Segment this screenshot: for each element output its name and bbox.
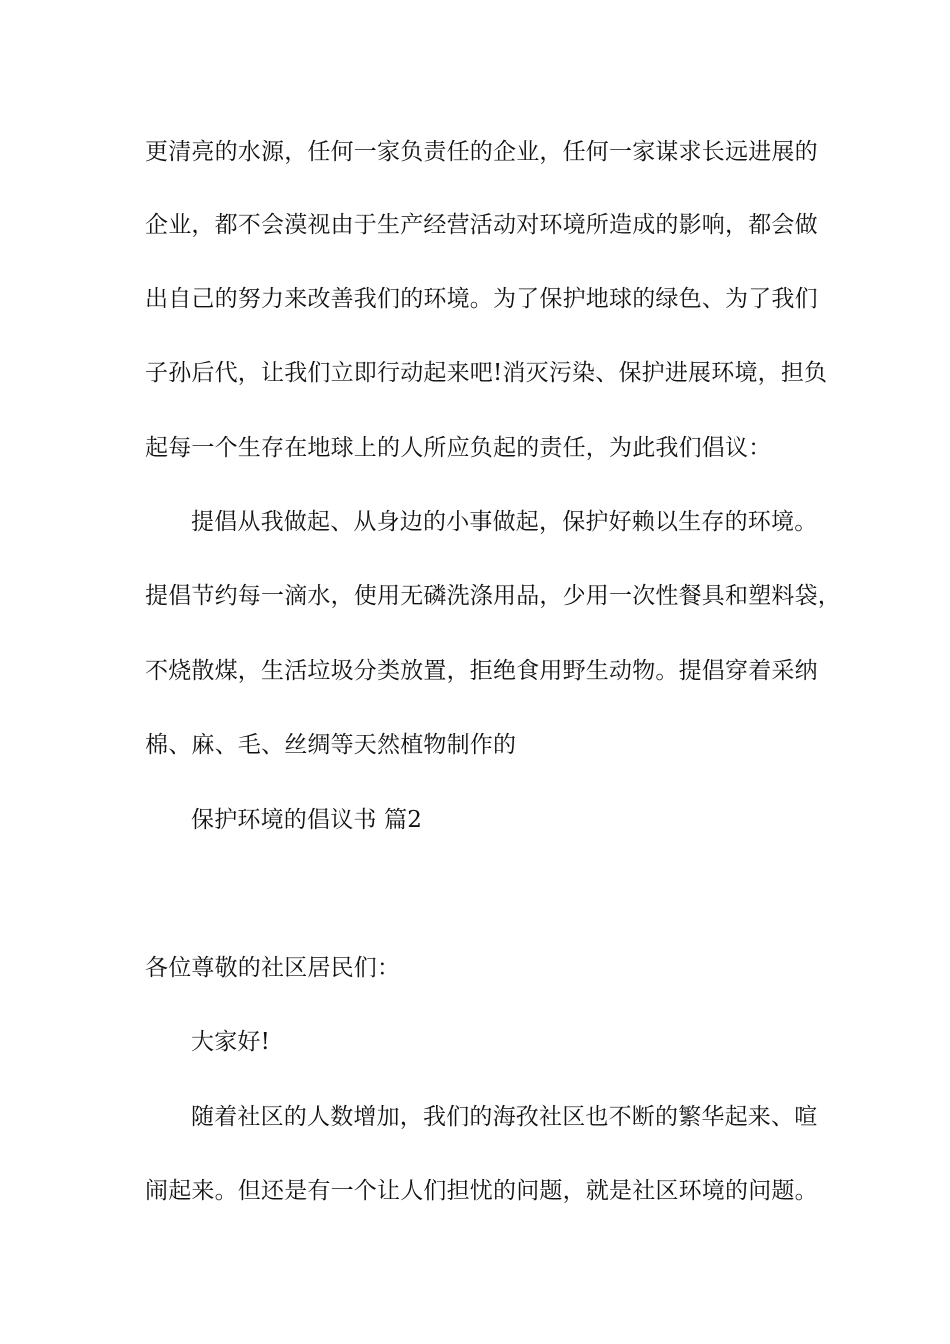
paragraph-line: 闹起来。但还是有一个让人们担忧的问题，就是社区环境的问题。 [145, 1178, 818, 1204]
paragraph-line: 提倡从我做起、从身边的小事做起，保护好赖以生存的环境。 [191, 509, 818, 535]
paragraph-line: 出自己的努力来改善我们的环境。为了保护地球的绿色、为了我们 [145, 286, 818, 312]
paragraph-line: 子孙后代，让我们立即行动起来吧!消灭污染、保护进展环境，担负 [145, 360, 828, 386]
paragraph-line: 不烧散煤，生活垃圾分类放置，拒绝食用野生动物。提倡穿着采纳 [145, 658, 818, 684]
paragraph-line: 随着社区的人数增加，我们的海孜社区也不断的繁华起来、喧 [191, 1104, 818, 1130]
paragraph-line: 起每一个生存在地球上的人所应负起的责任，为此我们倡议： [145, 435, 772, 461]
paragraph-line: 棉、麻、毛、丝绸等天然植物制作的 [145, 732, 517, 758]
greeting: 大家好! [191, 1029, 271, 1055]
salutation: 各位尊敬的社区居民们： [145, 955, 401, 981]
section-heading: 保护环境的倡议书 篇2 [191, 807, 423, 833]
paragraph-line: 企业，都不会漠视由于生产经营活动对环境所造成的影响，都会做 [145, 212, 818, 238]
paragraph-line: 更清亮的水源，任何一家负责任的企业，任何一家谋求长远进展的 [145, 139, 818, 165]
paragraph-line: 提倡节约每一滴水，使用无磷洗涤用品，少用一次性餐具和塑料袋， [145, 583, 841, 609]
